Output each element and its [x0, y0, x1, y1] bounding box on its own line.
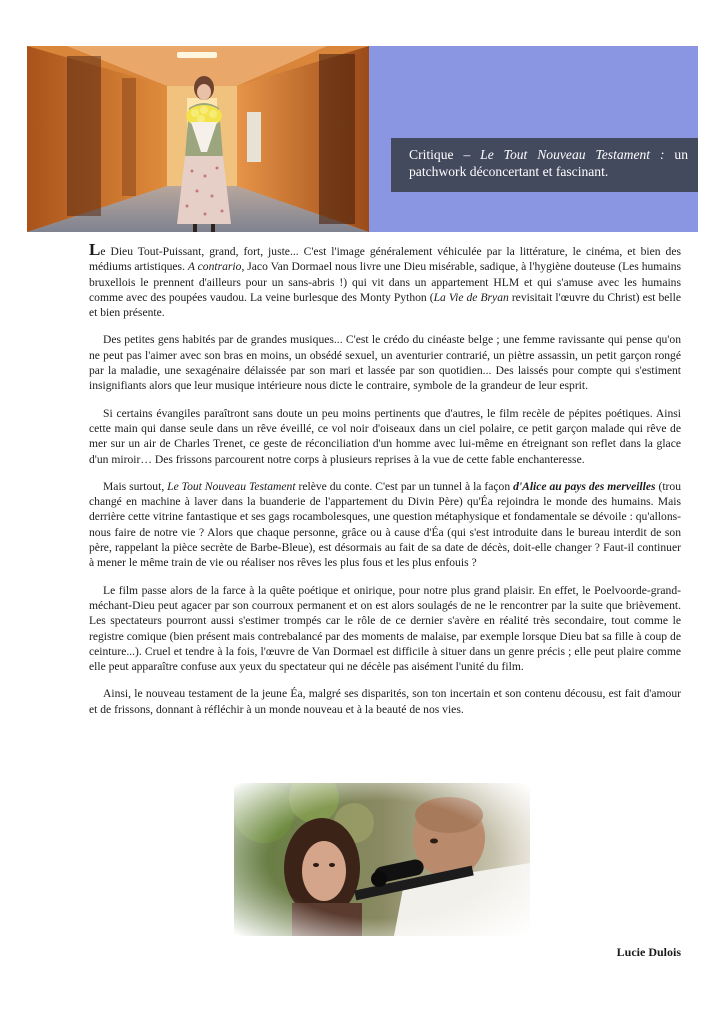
paragraph-4-text-c: (trou changé en machine à laver dans la buanderie de l'appartement du Divin Père) qu'Éa rejoindra le monde des humains. Mais derrière cette vitrine fantastique et ses gags rocambolesques, une question métaphysique et fondamentale se dévoile : qu'allons-nous faire de notre vie ? Alors que chaque personne, grâce ou à cause d'Éa (qui s'est introduite dans le bureau interdit de son père, rappelant la pièce secrète de Barbe-Bleue), est désormais au fait de sa date de décès, doit-elle changer ? Faut-il continuer à mener le même train de vie ou réaliser nos rêves les plus fous et les plus enfouis ? — [89, 479, 681, 570]
paragraph-3: Si certains évangiles paraîtront sans doute un peu moins pertinents que d'autres, le film recèle de pépites poétiques. Ainsi cette main qui danse seule dans un rêve éveillé, ce vol noir d'oiseaux dans un ciel polaire, ce petit garçon malade qui rêve de mer sur un air de Charles Trenet, ce geste de réconciliation d'un homme avec lui-même en étreignant son reflet dans la glace d'un miroir… Des frissons parcourent notre corps à plusieurs reprises à la vue de cette fable enchanteresse. — [89, 406, 681, 466]
article-title — [409, 146, 688, 180]
paragraph-2: Des petites gens habités par de grandes musiques... C'est le crédo du cinéaste belge ; une femme ravissante qui pense qu'on ne peut pas l'aimer avec son bras en moins, un obsédé sexuel, un aventurier contrarié, un piètre assassin, un petit garçon rongé par la maladie, une sexagénaire délaissée par son mari et lassée par son quotidien... Des laissés pour compte qui s'estiment insignifiants alors que leur musique intérieure nous dicte le contraire, symbole de la grandeur de leur esprit. — [89, 333, 681, 393]
title-prefix: Critique – — [409, 147, 481, 162]
paragraph-4-italic-b: d'Alice au pays des merveilles — [513, 479, 656, 493]
paragraph-4-italic-a: Le Tout Nouveau Testament — [167, 479, 296, 493]
paragraph-6: Ainsi, le nouveau testament de la jeune Éa, malgré ses disparités, son ton incertain et son contenu décousu, est fait d'amour et de frissons, donnant à réfléchir à un monde nouveau et à la beauté de nos vies. — [89, 687, 681, 716]
paragraph-1-italic-a: A contrario — [187, 260, 242, 274]
paragraph-4-text-a: Mais surtout, — [103, 479, 168, 493]
article-body — [89, 242, 681, 729]
hallway-film-still-image — [27, 46, 369, 232]
header-banner — [27, 46, 698, 232]
paragraph-1-text-c: revisitait l'œuvre du Christ) est belle et bien présente. — [89, 290, 682, 320]
paragraph-1-text-b: , Jaco Van Dormael nous livre une Dieu misérable, sadique, à l'hygiène douteuse (Les humains bruxellois le prennent d'ailleurs pour un sans-abris !) qui vit dans un appartement HLM et qui s'amuse avec les humains comme avec des poupées vaudou. La veine burlesque des Monty Python ( — [89, 260, 682, 304]
title-film-name: Le Tout Nouveau Testament : — [480, 147, 665, 162]
paragraph-1-text-a: e Dieu Tout-Puissant, grand, fort, juste... C'est l'image généralement véhiculée par la littérature, le cinéma, et bien des médiums artistiques. — [89, 245, 681, 274]
paragraph-4-text-b: relève du conte. C'est par un tunnel à la façon — [295, 479, 514, 493]
paragraph-1 — [89, 242, 681, 320]
paragraph-4 — [89, 479, 681, 571]
rifle-scene-film-still-image — [234, 783, 530, 936]
title-suffix: un patchwork déconcertant et fascinant. — [409, 147, 688, 179]
paragraph-5: Le film passe alors de la farce à la quête poétique et onirique, pour notre plus grand plaisir. En effet, le Poelvoorde-grand-méchant-Dieu peut agacer par son courroux permanent et on est alors soulagés de ne le rencontrer par la suite que brièvement. Les spectateurs pourront aussi s'estimer trompés car le rôle de ce dernier s'avère en réalité très secondaire, tout comme le registre comique (bien présent mais contrebalancé par des moments de malaise, par exemple lorsque Dieu bat sa fille à coup de ceinture...). Cruel et tendre à la fois, l'œuvre de Van Dormael est difficile à situer dans un genre précis ; elle peut plaire comme elle peut apparaître confuse aux yeux du spectateur qui ne décèle pas aisément l'unité du film. — [89, 583, 681, 674]
article-title-box — [391, 138, 698, 192]
drop-cap-letter: L — [89, 240, 101, 259]
paragraph-1-italic-b: La Vie de Bryan — [433, 290, 509, 304]
author-signature: Lucie Dulois — [616, 945, 681, 959]
